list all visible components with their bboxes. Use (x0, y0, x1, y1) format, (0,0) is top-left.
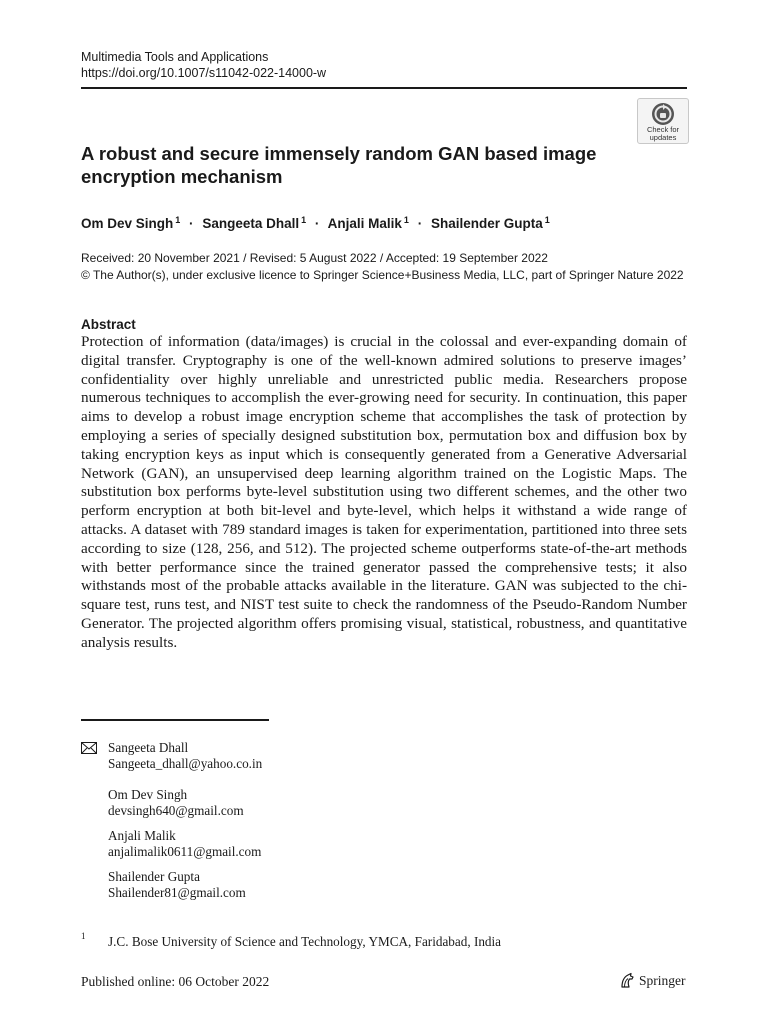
contact-email[interactable]: Sangeeta_dhall@yahoo.co.in (108, 756, 263, 771)
journal-name: Multimedia Tools and Applications (81, 50, 269, 64)
paper-title: A robust and secure immensely random GAN based image encryption mechanism (81, 143, 597, 187)
affiliation-text: J.C. Bose University of Science and Technology, YMCA, Faridabad, India (108, 934, 502, 949)
envelope-icon (81, 742, 97, 754)
affiliation-mark: 1 (81, 931, 86, 941)
springer-horse-icon (619, 972, 636, 989)
publication-history (81, 250, 684, 284)
check-for-updates-icon (651, 102, 675, 126)
journal-header (81, 49, 326, 81)
contact-email[interactable]: anjalimalik0611@gmail.com (108, 844, 262, 859)
author-contact (108, 828, 261, 860)
abstract-text: Protection of information (data/images) is crucial in the colossal and ever-expanding domain of digital transfer. Cryptography is one of the well-known admired solutions to preserve images’ confidentiality over highly unreliable and unrestricted public media. Researchers propose numerous techniques to accomplish the ever-growing need for security. In continuation, this paper aims to develop a robust image encryption scheme that accomplishes the task of protection by employing a series of specially designed substitution box, permutation box and diffusion box by taking encryption keys as input which is consequently generated from a Generative Adversarial Network (GAN), an unsupervised deep learning algorithm trained on the Logistic Maps. The substitution box performs byte-level substitution using two different schemes, and the other two perform encryption at both bit-level and byte-level, which helps it withstand a wide range of attacks. A dataset with 789 standard images is taken for experimentation, partitioned into three sets according to size (128, 256, and 512). The projected scheme outperforms state-of-the-art methods with better performance since the trained generator passed the comprehensive tests; it also withstands most of the probable attacks available in the literature. GAN was subjected to the chi-square test, runs test, and NIST test suite to check the randomness of the Pseudo-Random Number Generator. The projected algorithm offers promising visual, statistical, robustness, and quantitative analysis results. (81, 333, 687, 651)
author-contact (108, 869, 246, 901)
author-contact (108, 787, 244, 819)
author-name[interactable]: Shailender Gupta (430, 216, 543, 231)
doi-link[interactable]: https://doi.org/10.1007/s11042-022-14000-w (81, 66, 327, 80)
published-online: Published online: 06 October 2022 (81, 974, 270, 989)
header-divider (81, 87, 687, 89)
copyright-line: © The Author(s), under exclusive licence to Springer Science+Business Media, LLC, part of Springer Nature 2022 (81, 268, 684, 282)
author-list (81, 211, 550, 233)
author-affiliation-mark: 1 (544, 215, 550, 225)
abstract-heading: Abstract (81, 317, 136, 332)
badge-line-1: Check for (646, 125, 680, 134)
springer-logo[interactable] (619, 971, 686, 991)
author-name[interactable]: Om Dev Singh (81, 216, 174, 231)
badge-line-2: updates (649, 132, 677, 142)
contact-email[interactable]: devsingh640@gmail.com (108, 803, 244, 818)
publisher-name: Springer (639, 973, 686, 988)
contact-name: Anjali Malik (108, 828, 176, 843)
author-separator: · (314, 216, 320, 231)
check-for-updates-badge[interactable] (637, 98, 689, 144)
author-affiliation-mark: 1 (175, 215, 181, 225)
contact-name: Shailender Gupta (108, 869, 200, 884)
author-separator: · (417, 216, 423, 231)
contact-name: Om Dev Singh (108, 787, 188, 802)
author-affiliation-mark: 1 (301, 215, 307, 225)
received-revised-accepted: Received: 20 November 2021 / Revised: 5 August 2022 / Accepted: 19 September 2022 (81, 251, 548, 265)
footnote-divider (81, 719, 269, 721)
contact-email[interactable]: Shailender81@gmail.com (108, 885, 246, 900)
author-name[interactable]: Anjali Malik (327, 216, 402, 231)
contact-name: Sangeeta Dhall (108, 740, 189, 755)
corresponding-author-contact (108, 740, 262, 772)
author-name[interactable]: Sangeeta Dhall (202, 216, 300, 231)
author-separator: · (189, 216, 194, 231)
author-affiliation-mark: 1 (403, 215, 409, 225)
